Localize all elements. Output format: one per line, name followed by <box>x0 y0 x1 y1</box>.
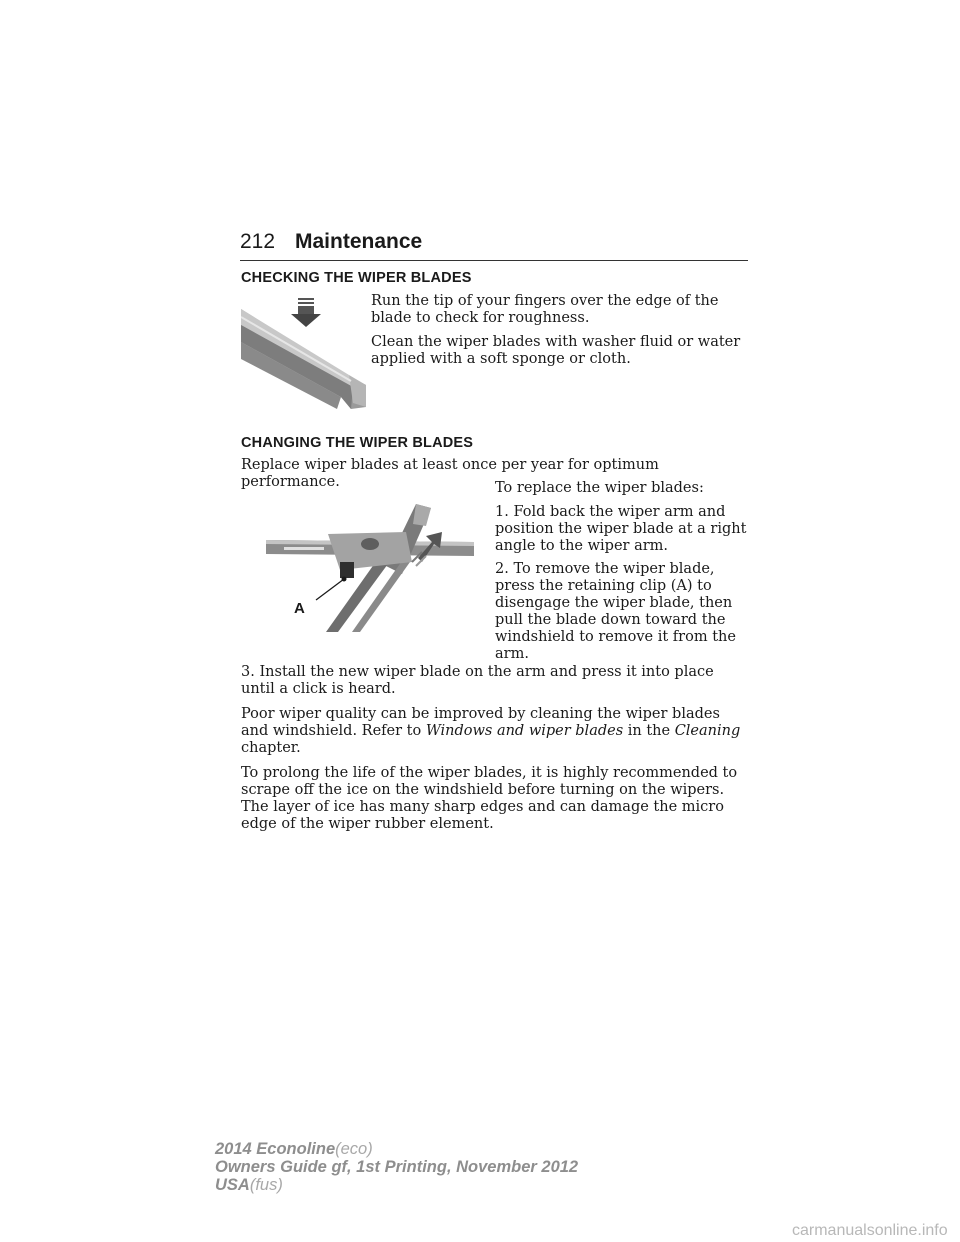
paragraph-check-roughness: Run the tip of your fingers over the edge of the blade to check for roughness. <box>371 293 719 326</box>
section-heading-changing: CHANGING THE WIPER BLADES <box>241 435 474 451</box>
page-header <box>240 230 748 261</box>
header-rule <box>240 260 748 261</box>
wiper-quality-text-c: chapter. <box>241 740 301 756</box>
page-number: 212 <box>240 230 276 253</box>
link-windows-wiper-blades: Windows and wiper blades <box>425 723 624 739</box>
paragraph-wiper-quality <box>241 706 751 757</box>
wiper-quality-text-b: in the <box>627 723 671 739</box>
paragraph-replace-frequency: Replace wiper blades at least once per year for optimum performance. <box>241 457 659 490</box>
wiper-quality-text-a: Poor wiper quality can be improved by cleaning the wiper blades and windshield. Refer to <box>241 706 720 739</box>
chapter-title: Maintenance <box>295 230 423 253</box>
paragraph-clean-blades: Clean the wiper blades with washer fluid or water applied with a soft sponge or cloth. <box>371 334 741 367</box>
footer-line-1: 2014 Econoline(eco) <box>215 1140 373 1158</box>
callout-label-a: A <box>294 600 305 617</box>
link-cleaning-chapter: Cleaning <box>674 723 741 739</box>
paragraph-ice-warning: To prolong the life of the wiper blades, it is highly recommended to scrape off the ice on the windshield before turning on the wipers. The layer of ice has many sharp edges and can damage the micro edge of the wiper rubber element. <box>241 765 738 832</box>
footer-line-2: Owners Guide gf, 1st Printing, November 2012 <box>215 1158 579 1176</box>
paragraph-step-1: 1. Fold back the wiper arm and position the wiper blade at a right angle to the wiper arm. <box>495 504 747 554</box>
footer-line-3: USA(fus) <box>215 1176 283 1194</box>
paragraph-step-3: 3. Install the new wiper blade on the arm and press it into place until a click is heard. <box>241 664 714 697</box>
watermark: carmanualsonline.info <box>792 1222 948 1239</box>
wiper-blade-illustration <box>241 297 366 414</box>
paragraph-step-2: 2. To remove the wiper blade, press the retaining clip (A) to disengage the wiper blade, then pull the blade down toward the windshield to remove it from the arm. <box>495 561 736 662</box>
document-footer <box>215 1140 578 1194</box>
paragraph-step-intro: To replace the wiper blades: <box>495 480 704 496</box>
section-heading-checking: CHECKING THE WIPER BLADES <box>241 270 472 286</box>
